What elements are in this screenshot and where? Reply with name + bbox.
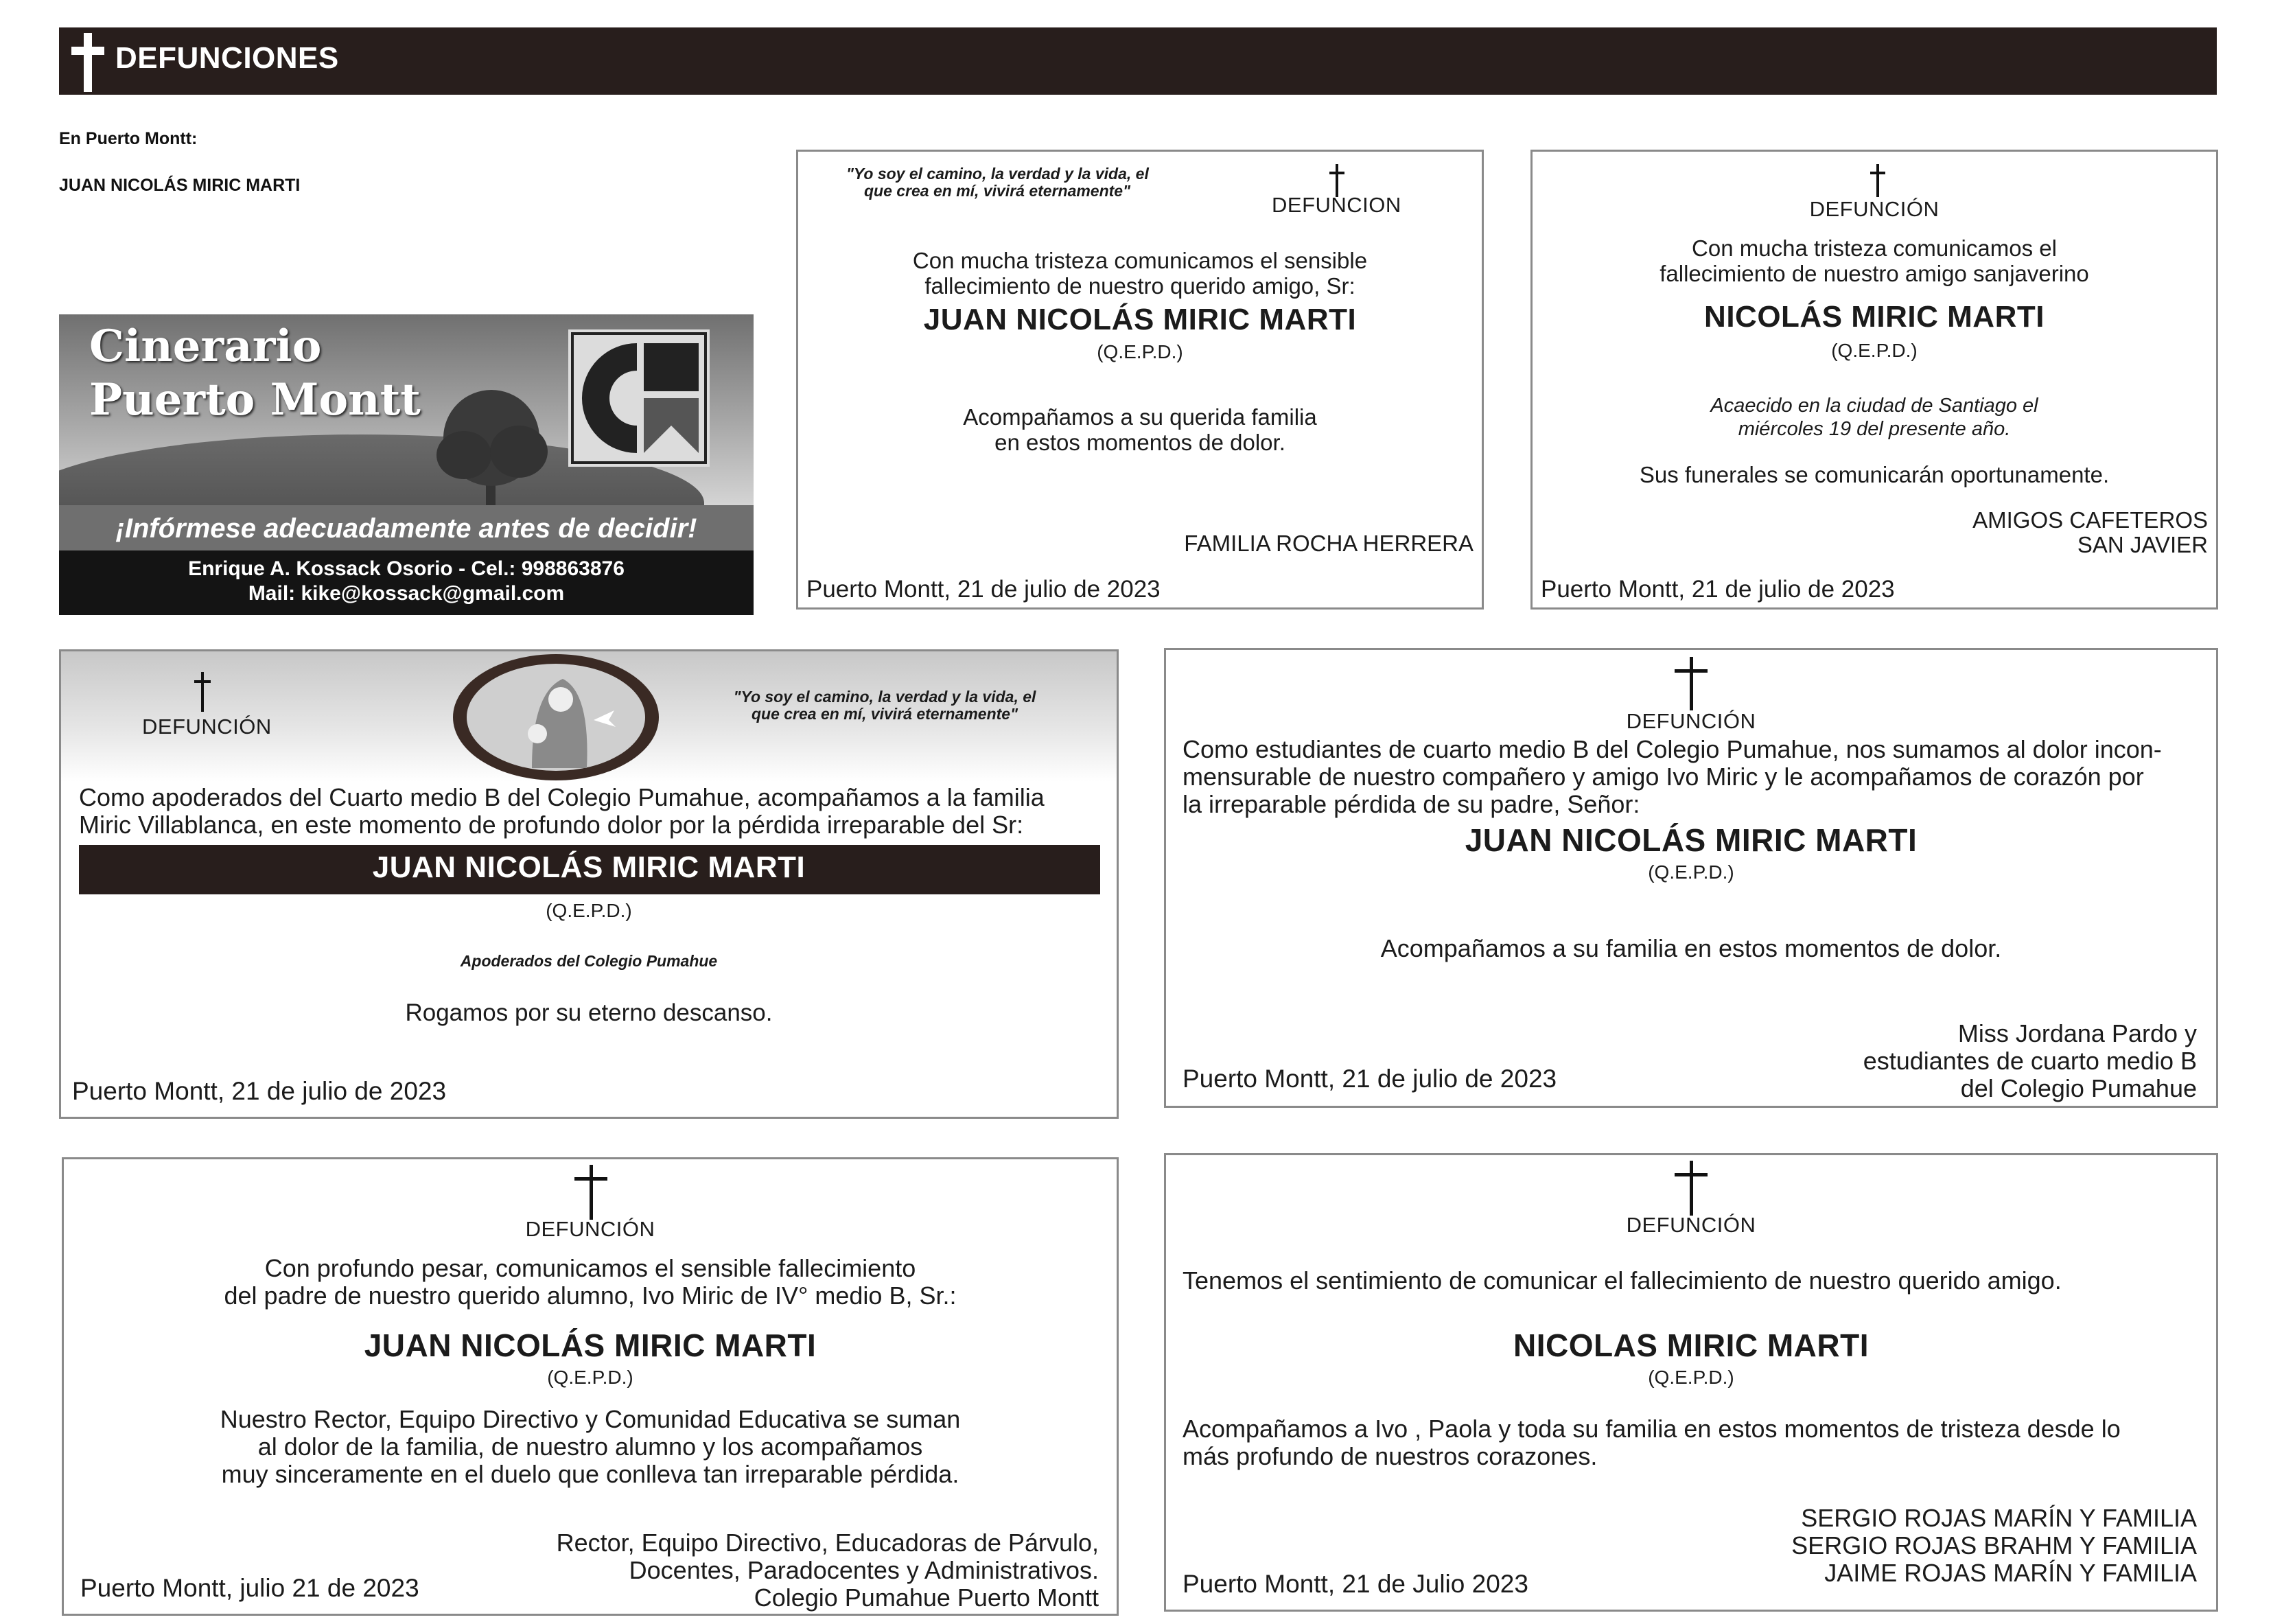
- notice-body-line2: fallecimiento de nuestro querido amigo, Sr:: [924, 273, 1355, 299]
- virgin-mary-medallion-icon: [450, 651, 662, 783]
- notice-body: Tenemos el sentimiento de comunicar el fallecimiento de nuestro querido amigo.: [1183, 1266, 2062, 1295]
- notice-closing-line1: Nuestro Rector, Equipo Directivo y Comunidad Educativa se suman: [220, 1405, 961, 1433]
- notice-date: Puerto Montt, 21 de julio de 2023: [1541, 576, 1895, 603]
- notice-card-rocha-herrera: [796, 150, 1484, 610]
- notice-body-line3: la irreparable pérdida de su padre, Señor:: [1183, 790, 1640, 818]
- notice-date: Puerto Montt, 21 de Julio 2023: [1183, 1570, 1528, 1598]
- ad-brand-line1: Cinerario: [89, 321, 322, 372]
- ad-slogan: ¡Infórmese adecuadamente antes de decidir!: [115, 513, 697, 544]
- notice-closing: Acompañamos a su familia en estos momentos de dolor.: [1380, 934, 2002, 962]
- notice-funeral: Sus funerales se comunicarán oportunamente.: [1639, 462, 2110, 487]
- notice-signature-line3: del Colegio Pumahue: [1960, 1074, 2197, 1102]
- notice-closing-line2: en estos momentos de dolor.: [994, 430, 1285, 455]
- notice-date: Puerto Montt, 21 de julio de 2023: [72, 1077, 447, 1105]
- quote-line1: "Yo soy el camino, la verdad y la vida, el: [733, 688, 1036, 706]
- quote-line2: que crea en mí, vivirá eternamente": [751, 705, 1018, 723]
- notice-body-line1: Como estudiantes de cuarto medio B del Colegio Pumahue, nos sumamos al dolor incon-: [1183, 735, 2162, 763]
- ad-contact-phone: Enrique A. Kossack Osorio - Cel.: 998863876: [188, 557, 625, 580]
- section-title: DEFUNCIONES: [115, 41, 339, 75]
- notice-date: Puerto Montt, 21 de julio de 2023: [806, 576, 1161, 603]
- notice-quote: [720, 688, 1049, 723]
- notice-body-line1: Con mucha tristeza comunicamos el sensible: [912, 248, 1368, 273]
- notice-heading: DEFUNCIÓN: [1626, 1213, 1756, 1237]
- notice-closing-line3: muy sinceramente en el duelo que conlleva tan irreparable pérdida.: [221, 1460, 959, 1488]
- deceased-name: JUAN NICOLÁS MIRIC MARTI: [1465, 822, 1918, 858]
- notice-heading: DEFUNCIÓN: [1626, 709, 1756, 733]
- cross-icon: [572, 1165, 610, 1220]
- notice-heading: DEFUNCIÓN: [1809, 197, 1940, 221]
- deceased-name: JUAN NICOLÁS MIRIC MARTI: [364, 1327, 817, 1363]
- location-label: En Puerto Montt:: [59, 129, 198, 148]
- notice-body-line2: del padre de nuestro querido alumno, Ivo Miric de IV° medio B, Sr.:: [224, 1281, 957, 1310]
- notice-signature-line2: SAN JAVIER: [2077, 532, 2208, 557]
- cinerario-ad: [59, 314, 754, 615]
- notice-closing-line2: al dolor de la familia, de nuestro alumno y los acompañamos: [257, 1432, 923, 1461]
- quote-line2: que crea en mí, vivirá eternamente": [863, 182, 1131, 200]
- notice-card-estudiantes: [1164, 648, 2218, 1108]
- notice-date: Puerto Montt, julio 21 de 2023: [80, 1574, 419, 1602]
- quote-line1: "Yo soy el camino, la verdad y la vida, el: [846, 165, 1149, 183]
- notice-signature-line1: Miss Jordana Pardo y: [1957, 1019, 2197, 1047]
- notice-signature-line2: SERGIO ROJAS BRAHM Y FAMILIA: [1791, 1531, 2197, 1559]
- notice-closing: Rogamos por su eterno descanso.: [405, 999, 773, 1026]
- cross-icon: [1672, 657, 1710, 710]
- notice-body-line1: Con mucha tristeza comunicamos el: [1692, 235, 2057, 261]
- notice-signature-line1: SERGIO ROJAS MARÍN Y FAMILIA: [1801, 1504, 2197, 1532]
- notice-signature-line3: Colegio Pumahue Puerto Montt: [754, 1584, 1099, 1612]
- notice-body-line2: mensurable de nuestro compañero y amigo Ivo Miric y le acompañamos de corazón por: [1183, 763, 2144, 791]
- notice-body-line1: Como apoderados del Cuarto medio B del Colegio Pumahue, acompañamos a la familia: [79, 783, 1045, 811]
- notice-signature-line2: estudiantes de cuarto medio B: [1863, 1047, 2197, 1075]
- qepd-label: (Q.E.P.D.): [1648, 861, 1734, 883]
- notice-closing-line2: más profundo de nuestros corazones.: [1183, 1442, 1598, 1470]
- notice-detail-line2: miércoles 19 del presente año.: [1738, 418, 2011, 440]
- deceased-name: JUAN NICOLÁS MIRIC MARTI: [923, 303, 1357, 336]
- notice-heading: DEFUNCIÓN: [142, 715, 272, 739]
- notice-heading: DEFUNCION: [1272, 193, 1401, 217]
- ad-contact-mail: Mail: kike@kossack@gmail.com: [248, 582, 565, 605]
- cross-icon: [69, 33, 107, 92]
- notice-signature-line3: JAIME ROJAS MARÍN Y FAMILIA: [1824, 1559, 2197, 1587]
- notice-signature-line1: AMIGOS CAFETEROS: [1972, 507, 2208, 533]
- notice-signature: Apoderados del Colegio Pumahue: [460, 952, 718, 970]
- notice-date: Puerto Montt, 21 de julio de 2023: [1183, 1065, 1557, 1093]
- notice-body-line2: Miric Villablanca, en este momento de profundo dolor por la pérdida irreparable del Sr:: [79, 811, 1024, 839]
- notice-quote: [846, 165, 1148, 200]
- qepd-label: (Q.E.P.D.): [1097, 341, 1183, 362]
- notice-body-line2: fallecimiento de nuestro amigo sanjaverino: [1659, 261, 2089, 286]
- cross-icon: [193, 672, 212, 712]
- ad-brand-line2: Puerto Montt: [89, 374, 421, 426]
- qepd-label: (Q.E.P.D.): [546, 900, 632, 921]
- notice-card-rojas-familia: [1164, 1153, 2218, 1612]
- cross-icon: [1672, 1161, 1710, 1216]
- ad-brand: [89, 320, 421, 427]
- cross-icon: [1869, 164, 1887, 197]
- notice-signature-line2: Docentes, Paradocentes y Administrativos.: [629, 1556, 1099, 1584]
- notice-signature-line1: Rector, Equipo Directivo, Educadoras de Párvulo,: [556, 1529, 1099, 1557]
- deceased-name: NICOLÁS MIRIC MARTI: [1704, 300, 2045, 334]
- cross-icon: [1328, 164, 1346, 197]
- notice-detail-line1: Acaecido en la ciudad de Santiago el: [1710, 395, 2038, 417]
- notice-signature: FAMILIA ROCHA HERRERA: [1184, 531, 1474, 556]
- qepd-label: (Q.E.P.D.): [1648, 1367, 1734, 1388]
- deceased-name: NICOLAS MIRIC MARTI: [1513, 1327, 1869, 1363]
- notice-closing-line1: Acompañamos a Ivo , Paola y toda su familia en estos momentos de tristeza desde lo: [1183, 1415, 2121, 1443]
- notice-card-apoderados: [59, 649, 1119, 1119]
- notice-card-amigos-cafeteros: [1530, 150, 2218, 610]
- deceased-name: JUAN NICOLÁS MIRIC MARTI: [372, 850, 806, 884]
- qepd-label: (Q.E.P.D.): [547, 1367, 633, 1388]
- qepd-label: (Q.E.P.D.): [1831, 340, 1918, 361]
- notice-closing-line1: Acompañamos a su querida familia: [963, 404, 1317, 430]
- notice-body-line1: Con profundo pesar, comunicamos el sensible fallecimiento: [264, 1254, 916, 1282]
- notice-heading: DEFUNCIÓN: [525, 1217, 655, 1241]
- notice-card-colegio-pumahue: [62, 1157, 1119, 1616]
- deceased-label: JUAN NICOLÁS MIRIC MARTI: [59, 176, 301, 195]
- section-header: [59, 27, 2217, 95]
- cinerario-logo-icon: [568, 329, 710, 467]
